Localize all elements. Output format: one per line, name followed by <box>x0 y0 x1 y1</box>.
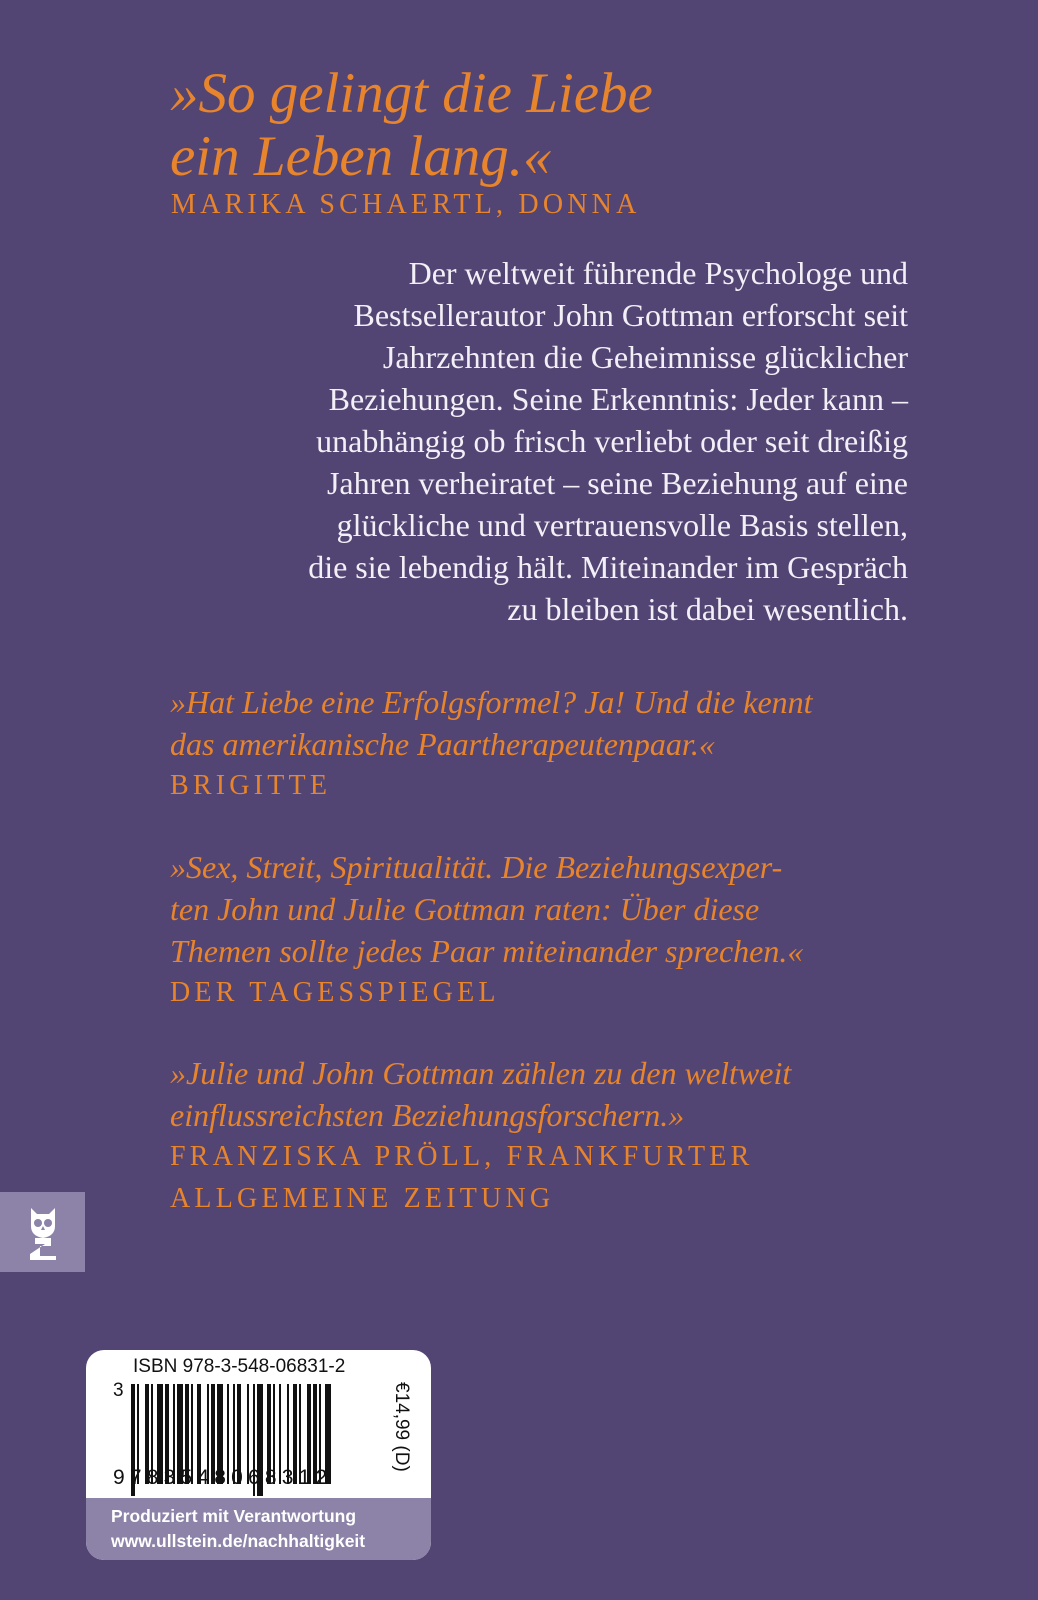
headline-line: ein Leben lang.« <box>170 125 552 188</box>
review-line: das amerikanische Paartherapeutenpaar.« <box>170 726 715 762</box>
headline-line: »So gelingt die Liebe <box>170 62 653 125</box>
review-quote-faz <box>170 1052 930 1220</box>
review-text <box>170 846 930 972</box>
review-quote-tagesspiegel <box>170 846 930 1014</box>
review-attribution: FRANZISKA PRÖLL, FRANKFURTER <box>170 1141 754 1172</box>
review-attribution: DER TAGESSPIEGEL <box>170 977 500 1008</box>
blurb-text <box>148 252 908 630</box>
review-line: »Julie und John Gottman zählen zu den weltweit <box>170 1055 792 1091</box>
review-quote-brigitte <box>170 681 930 807</box>
sustainability-url: www.ullstein.de/nachhaltigkeit <box>111 1531 366 1551</box>
review-attribution: ALLGEMEINE ZEITUNG <box>170 1183 555 1214</box>
blurb-line: die sie lebendig hält. Miteinander im Gespräch <box>308 549 908 585</box>
review-text <box>170 681 930 765</box>
price-label: €14,99 (D) <box>391 1382 412 1472</box>
blurb-line: Jahren verheiratet – seine Beziehung auf eine <box>326 465 908 501</box>
blurb-line: Beziehungen. Seine Erkenntnis: Jeder kann – <box>328 381 908 417</box>
headline-attribution: MARIKA SCHAERTL, DONNA <box>171 189 641 220</box>
headline-quote <box>170 62 930 188</box>
review-attribution: BRIGITTE <box>170 770 332 801</box>
publisher-logo-tab <box>0 1192 85 1272</box>
sustainability-note <box>86 1498 431 1560</box>
review-line: einflussreichsten Beziehungsforschern.» <box>170 1097 685 1133</box>
review-line: »Hat Liebe eine Erfolgsformel? Ja! Und die kennt <box>170 684 813 720</box>
blurb-line: zu bleiben ist dabei wesentlich. <box>507 591 908 627</box>
blurb-line: glückliche und vertrauensvolle Basis stellen, <box>336 507 908 543</box>
review-line: ten John und Julie Gottman raten: Über diese <box>170 891 760 927</box>
isbn-text: ISBN 978-3-548-06831-2 <box>133 1356 346 1377</box>
review-text <box>170 1052 930 1136</box>
barcode-first-digit: 3 <box>113 1380 124 1401</box>
sustainability-line: Produziert mit Verantwortung <box>111 1506 357 1526</box>
barcode-label <box>86 1350 431 1560</box>
review-line: Themen sollte jedes Paar miteinander sprechen.« <box>170 933 804 969</box>
blurb-line: unabhängig ob frisch verliebt oder seit dreißig <box>316 423 908 459</box>
blurb-line: Jahrzehnten die Geheimnisse glücklicher <box>382 339 908 375</box>
review-line: »Sex, Streit, Spiritualität. Die Beziehungsexper- <box>170 849 783 885</box>
barcode-digits: 9783548068312 <box>113 1466 333 1489</box>
blurb-line: Der weltweit führende Psychologe und <box>408 255 908 291</box>
blurb-line: Bestsellerautor John Gottman erforscht seit <box>353 297 908 333</box>
